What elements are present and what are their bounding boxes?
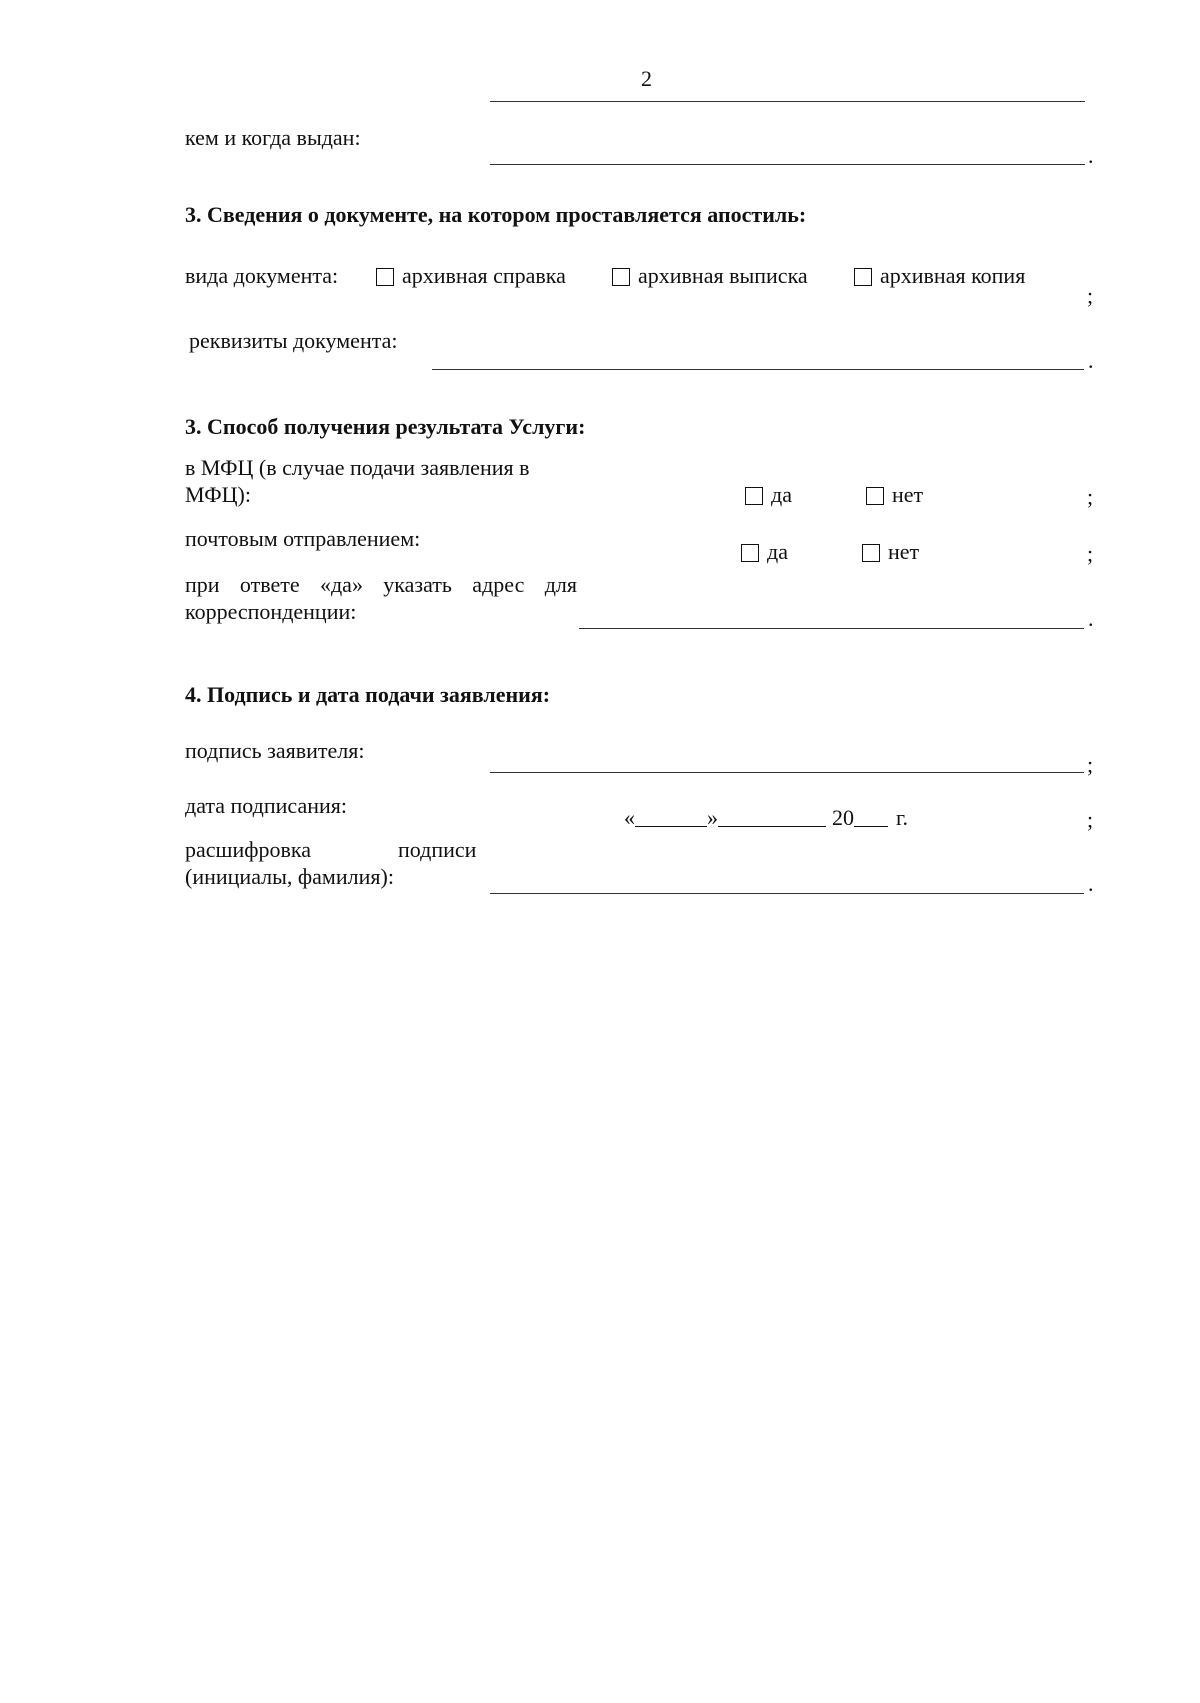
yes-label: да [771,482,792,507]
requisites-label: реквизиты документа: [189,328,398,353]
mfc-no-option[interactable] [866,482,923,508]
doc-type-label: вида документа: [185,263,339,288]
checkbox-mfc-yes[interactable] [745,487,763,505]
doc-type-option-spravka[interactable] [376,263,566,289]
transcript-label-line1 [185,837,485,863]
issued-field[interactable] [490,164,1085,165]
checkbox-mail-yes[interactable] [741,544,759,562]
date-open-quote: « [624,805,635,830]
mfc-semicolon: ; [1087,484,1094,509]
date-month-blank[interactable] [718,808,826,827]
checkbox-mail-no[interactable] [862,544,880,562]
top-rule [490,101,1085,102]
signature-label: подпись заявителя: [185,738,365,763]
checkbox-spravka[interactable] [376,268,394,286]
date-year-blank[interactable] [854,808,888,827]
issued-period: . [1088,143,1094,168]
no-label: нет [892,482,924,507]
mail-label: почтовым отправлением: [185,526,421,551]
address-label-line1-text: при ответе «да» указать адрес для [185,572,577,597]
date-semicolon: ; [1087,807,1094,832]
doc-type-option-label: архивная выписка [638,263,808,288]
doc-type-option-label: архивная копия [880,263,1026,288]
address-label-line1 [185,572,577,598]
date-day-blank[interactable] [635,808,707,827]
mfc-yes-option[interactable] [745,482,792,508]
page-number: 2 [641,66,652,91]
date-year-prefix: 20 [832,805,854,830]
doc-type-option-label: архивная справка [402,263,566,288]
date-field[interactable] [624,805,908,831]
doc-type-option-kopiya[interactable] [854,263,1025,289]
mail-no-option[interactable] [862,539,919,565]
section-document-heading: 3. Сведения о документе, на котором проставляется апостиль: [185,202,807,227]
date-label: дата подписания: [185,793,347,818]
date-close-quote: » [707,805,718,830]
issued-label: кем и когда выдан: [185,125,361,150]
transcript-word1: расшифровка [185,837,312,862]
doc-type-option-vypiska[interactable] [612,263,808,289]
address-period: . [1088,606,1094,631]
mfc-label-line2: МФЦ): [185,482,251,507]
section-signature-heading: 4. Подпись и дата подачи заявления: [185,682,551,707]
signature-semicolon: ; [1087,752,1094,777]
checkbox-vypiska[interactable] [612,268,630,286]
signature-field[interactable] [490,772,1084,773]
yes-label: да [767,539,788,564]
checkbox-mfc-no[interactable] [866,487,884,505]
address-field[interactable] [579,628,1084,629]
requisites-period: . [1088,348,1094,373]
transcript-word2: подписи [398,837,477,862]
no-label: нет [888,539,920,564]
transcript-label-line2: (инициалы, фамилия): [185,864,394,889]
transcript-field[interactable] [490,893,1084,894]
mail-semicolon: ; [1087,541,1094,566]
transcript-period: . [1088,871,1094,896]
doc-type-semicolon: ; [1087,283,1094,308]
requisites-field[interactable] [432,369,1084,370]
address-label-line2: корреспонденции: [185,599,357,624]
mail-yes-option[interactable] [741,539,788,565]
date-year-suffix: г. [896,805,909,830]
section-method-heading: 3. Способ получения результата Услуги: [185,414,586,439]
mfc-label-line1: в МФЦ (в случае подачи заявления в [185,455,530,480]
checkbox-kopiya[interactable] [854,268,872,286]
